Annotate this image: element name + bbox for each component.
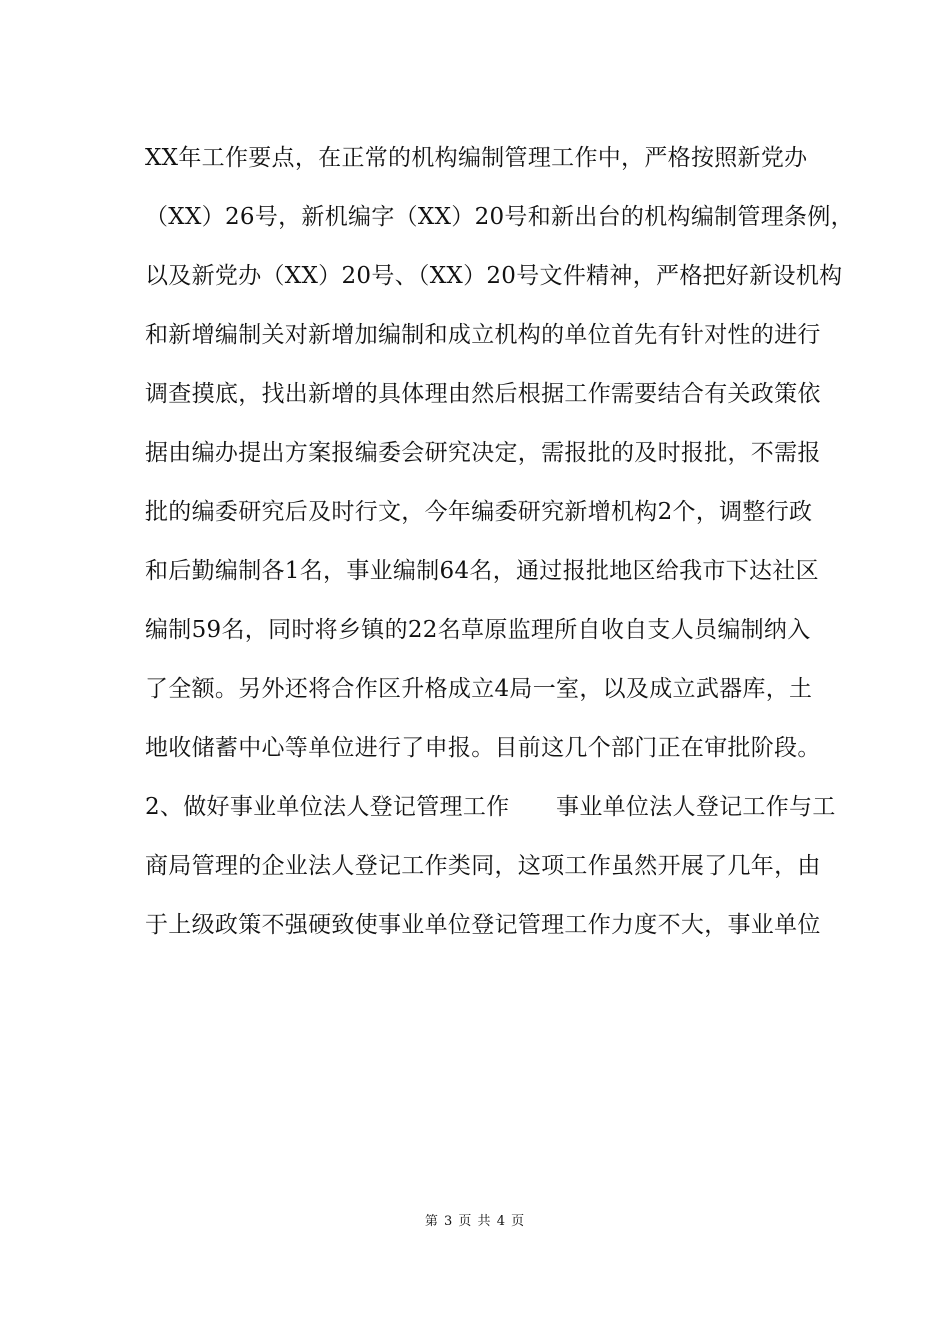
- text-line: XX年工作要点，在正常的机构编制管理工作中，严格按照新党办: [145, 145, 808, 171]
- text-line: 据由编办提出方案报编委会研究决定，需报批的及时报批，不需报: [145, 440, 821, 466]
- text-line: 地收储蓄中心等单位进行了申报。目前这几个部门正在审批阶段。: [145, 735, 821, 761]
- text-line: （XX）26号，新机编字（XX）20号和新出台的机构编制管理条例，: [145, 204, 854, 230]
- text-line: 编制59名，同时将乡镇的22名草原监理所自收自支人员编制纳入: [145, 617, 811, 643]
- text-line: 了全额。另外还将合作区升格成立4局一室，以及成立武器库，土: [145, 676, 813, 702]
- page-number-footer: 第 3 页 共 4 页: [424, 1214, 526, 1229]
- text-line: 商局管理的企业法人登记工作类同，这项工作虽然开展了几年，由: [145, 853, 821, 879]
- body-text: [145, 129, 854, 955]
- text-line: 和后勤编制各1名，事业编制64名，通过报批地区给我市下达社区: [145, 558, 819, 584]
- text-line: 以及新党办（XX）20号、（XX）20号文件精神，严格把好新设机构: [145, 263, 843, 289]
- text-line: 于上级政策不强硬致使事业单位登记管理工作力度不大，事业单位: [145, 912, 821, 938]
- section-heading-line: 2、做好事业单位法人登记管理工作 事业单位法人登记工作与工: [145, 794, 836, 820]
- text-line: 批的编委研究后及时行文，今年编委研究新增机构2个，调整行政: [145, 499, 813, 525]
- text-line: 调查摸底，找出新增的具体理由然后根据工作需要结合有关政策依: [145, 381, 821, 407]
- text-line: 和新增编制关对新增加编制和成立机构的单位首先有针对性的进行: [145, 322, 821, 348]
